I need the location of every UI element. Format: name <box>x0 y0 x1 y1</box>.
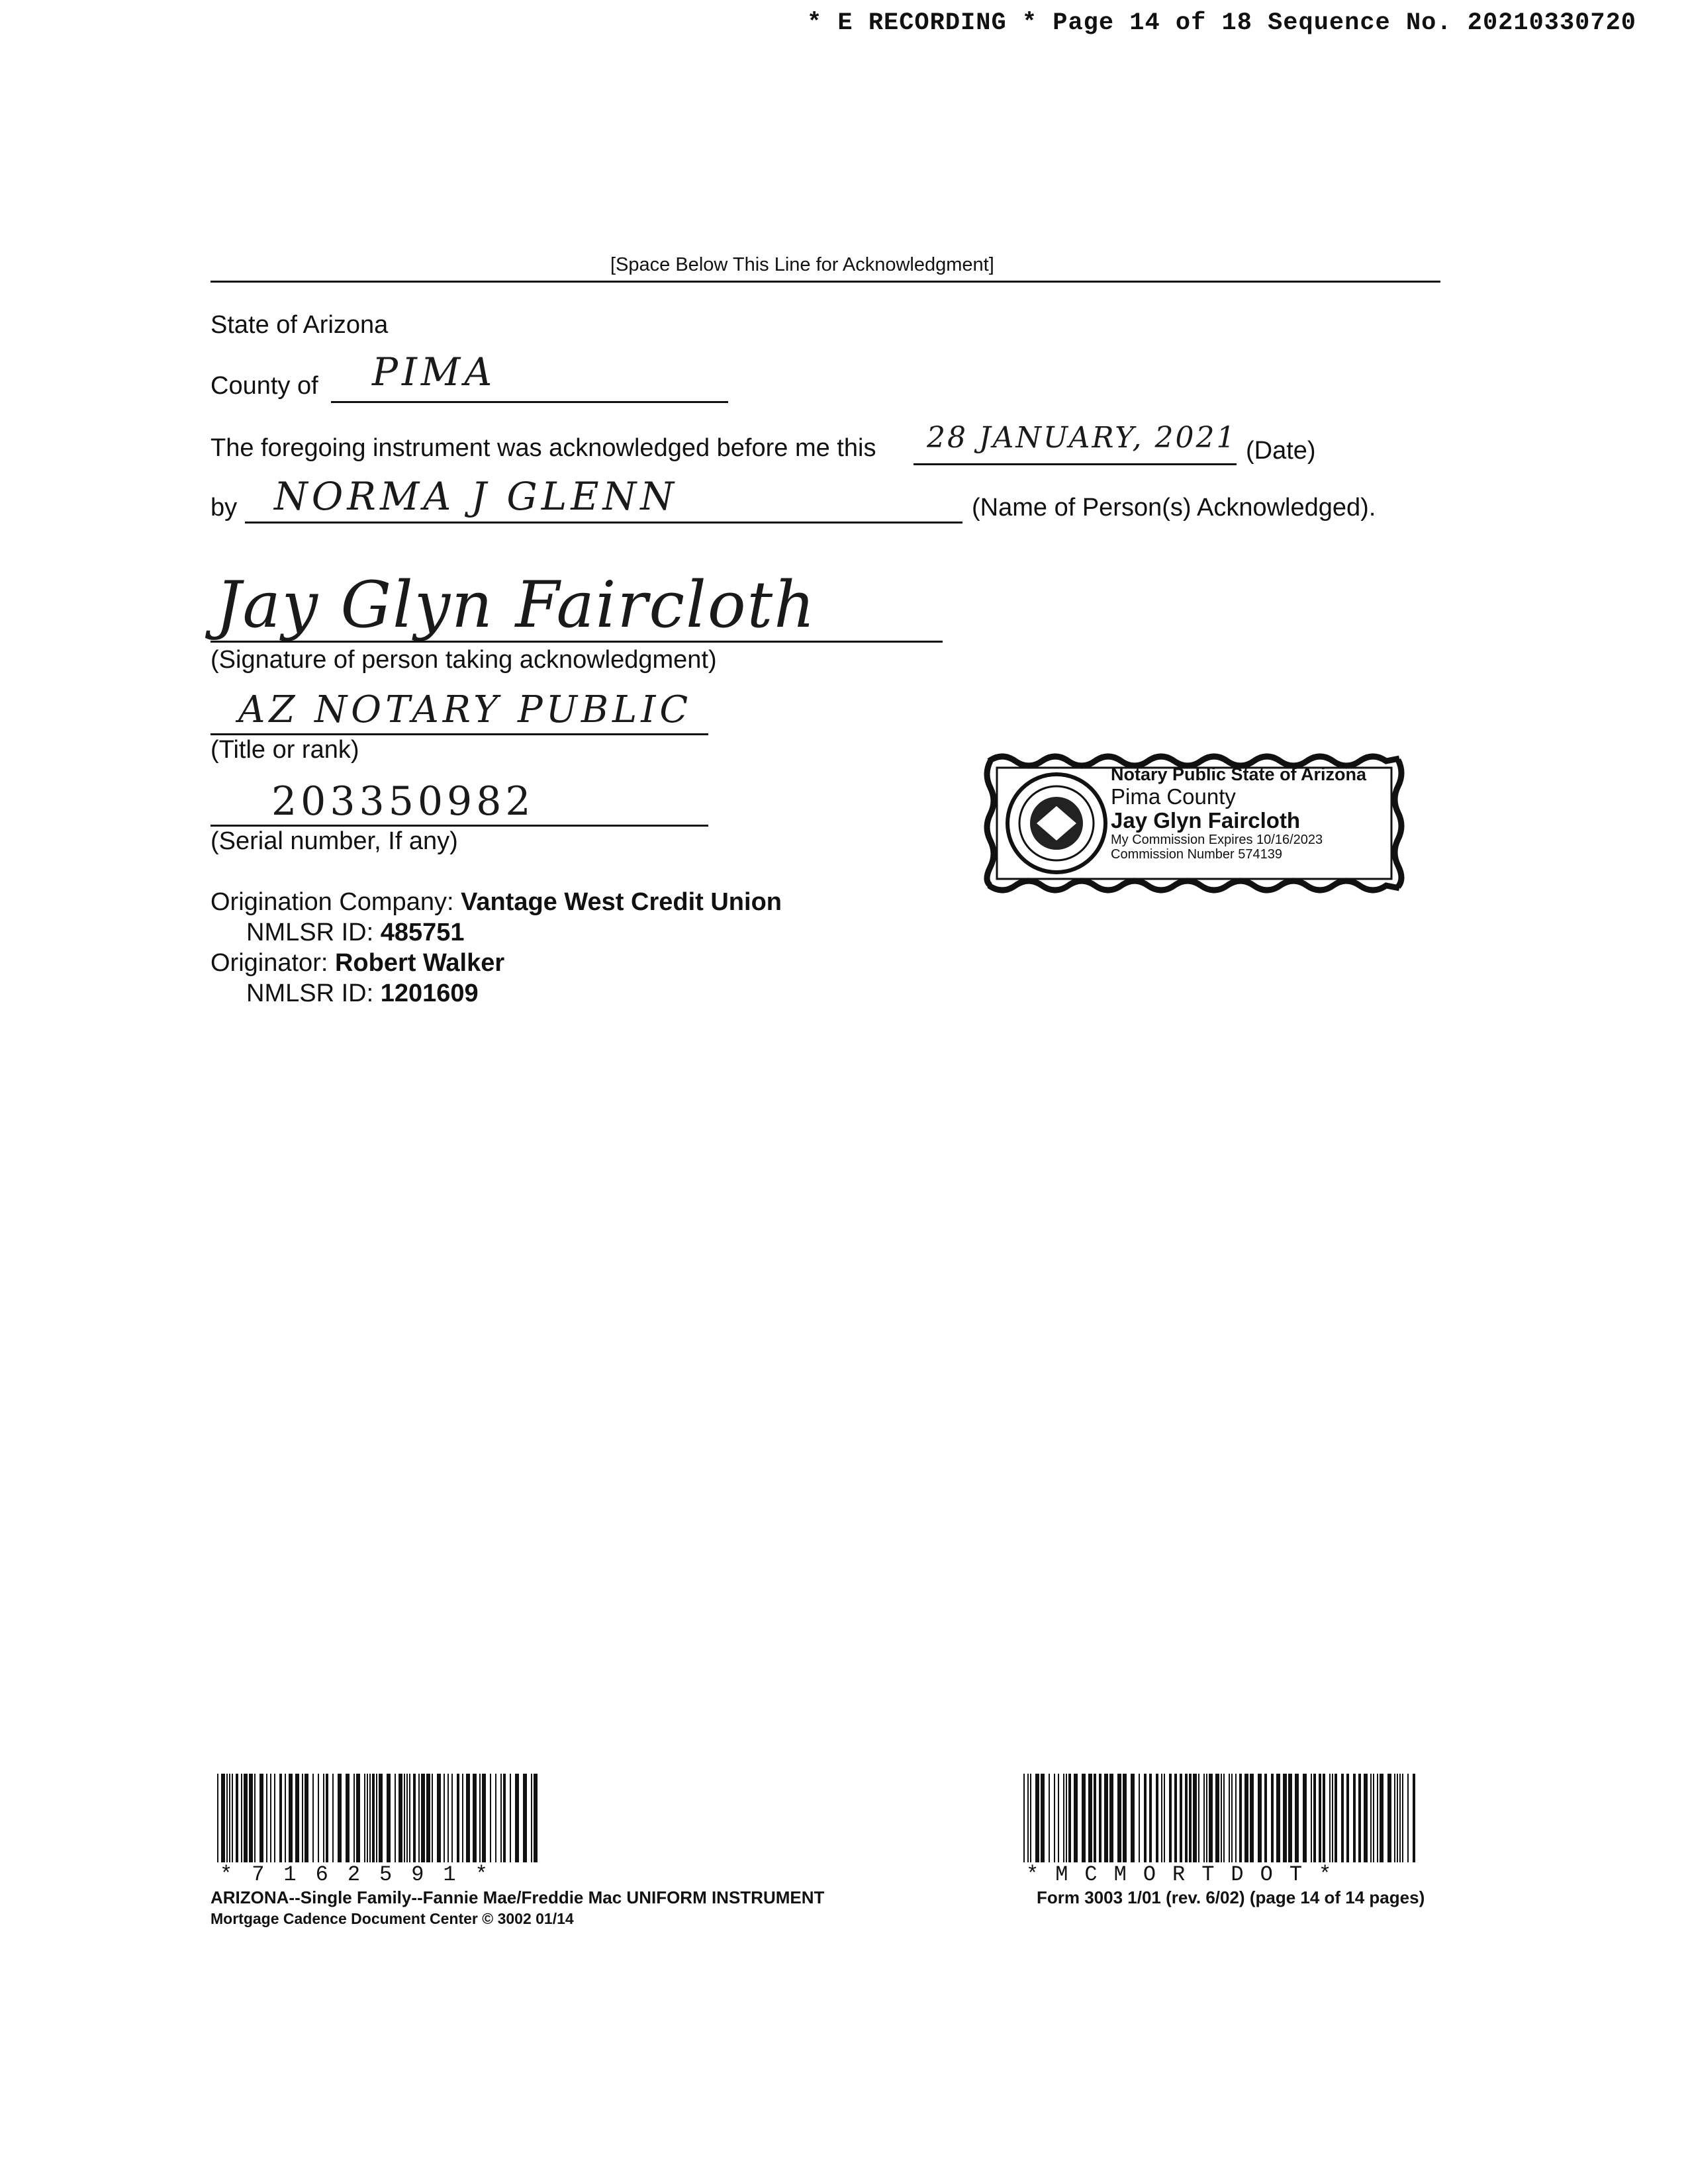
county-label: County of <box>211 372 318 400</box>
barcode-bar <box>1206 1774 1207 1862</box>
barcode-bar <box>1231 1774 1233 1862</box>
barcode-bar <box>1244 1774 1248 1862</box>
barcode-bar <box>462 1774 463 1862</box>
barcode-bar <box>1035 1774 1039 1862</box>
barcode-bar <box>1311 1774 1312 1862</box>
barcode-bar <box>503 1774 506 1862</box>
barcode-bar <box>1215 1774 1219 1862</box>
barcode-bar <box>356 1774 360 1862</box>
title-caption: (Title or rank) <box>211 736 359 764</box>
barcode-bar <box>406 1774 408 1862</box>
footer-left-line-2: Mortgage Cadence Document Center © 3002 01/14 <box>211 1910 574 1927</box>
barcode-bar <box>1235 1774 1237 1862</box>
barcode-bar <box>302 1774 303 1862</box>
barcode-bar <box>318 1774 319 1862</box>
stamp-line-5: Commission Number 574139 <box>1111 847 1283 862</box>
title-rule <box>211 733 708 735</box>
barcode-bar <box>1264 1774 1267 1862</box>
barcode-bar <box>437 1774 441 1862</box>
barcode-bar <box>473 1774 477 1862</box>
barcode-bar <box>353 1774 355 1862</box>
barcode-bar <box>1271 1774 1274 1862</box>
barcode-bar <box>372 1774 375 1862</box>
barcode-bar <box>1063 1774 1064 1862</box>
barcode-bar <box>1049 1774 1050 1862</box>
barcode-bar <box>244 1774 248 1862</box>
barcode-bar <box>1117 1774 1121 1862</box>
barcode-bar <box>399 1774 402 1862</box>
originator-value: Robert Walker <box>334 949 505 977</box>
barcode-bar <box>1123 1774 1127 1862</box>
barcode-bar <box>1295 1774 1299 1862</box>
barcode-bar <box>421 1774 425 1862</box>
barcode-bar <box>510 1774 511 1862</box>
barcode-bar <box>1250 1774 1254 1862</box>
person-rule <box>245 522 962 523</box>
barcode-bar <box>409 1774 410 1862</box>
serial-caption: (Serial number, If any) <box>211 827 458 855</box>
barcode-bar <box>338 1774 342 1862</box>
barcode-bar <box>1283 1774 1287 1862</box>
date-rule <box>914 463 1237 465</box>
barcode-bar <box>1223 1774 1225 1862</box>
barcode-bar <box>1027 1774 1029 1862</box>
acknowledgment-separator-label: [Space Below This Line for Acknowledgment] <box>610 254 994 275</box>
right-barcode-text: *MCMORTDOT* <box>1026 1862 1348 1887</box>
barcode-bar <box>1323 1774 1325 1862</box>
barcode-bar <box>1387 1774 1391 1862</box>
barcode-bar <box>367 1774 368 1862</box>
barcode-bar <box>305 1774 308 1862</box>
barcode-bar <box>1346 1774 1349 1862</box>
signature-caption: (Signature of person taking acknowledgment) <box>211 646 717 674</box>
barcode-bar <box>236 1774 238 1862</box>
barcode-bar <box>1104 1774 1108 1862</box>
barcode-bar <box>376 1774 377 1862</box>
barcode-bar <box>364 1774 365 1862</box>
barcode-bar <box>1185 1774 1188 1862</box>
barcode-bar <box>259 1774 263 1862</box>
barcode-bar <box>226 1774 228 1862</box>
barcode-bar <box>369 1774 371 1862</box>
person-handwritten: NORMA J GLENN <box>274 474 679 519</box>
originator-nmlsr <box>246 979 479 1008</box>
barcode-bar <box>295 1774 299 1862</box>
left-barcode <box>217 1774 539 1862</box>
barcode-bar <box>323 1774 324 1862</box>
barcode-bar <box>217 1774 218 1862</box>
footer-right-line-1: Form 3003 1/01 (rev. 6/02) (page 14 of 14 pages) <box>1037 1888 1425 1907</box>
originator-nmlsr-value: 1201609 <box>380 979 479 1007</box>
barcode-bar <box>1074 1774 1078 1862</box>
state-line: State of Arizona <box>211 311 389 339</box>
barcode-bar <box>1023 1774 1025 1862</box>
barcode-bar <box>534 1774 538 1862</box>
barcode-bar <box>1332 1774 1333 1862</box>
barcode-bar <box>1377 1774 1378 1862</box>
notary-signature: Jay Glyn Faircloth <box>216 568 817 642</box>
stamp-line-2: Pima County <box>1111 784 1236 809</box>
acknowledged-prefix: The foregoing instrument was acknowledged before me this <box>211 434 876 462</box>
barcode-bar <box>466 1774 470 1862</box>
barcode-bar <box>1180 1774 1182 1862</box>
barcode-bar <box>1088 1774 1092 1862</box>
date-suffix: (Date) <box>1246 437 1316 465</box>
barcode-bar <box>1144 1774 1147 1862</box>
barcode-bar <box>229 1774 230 1862</box>
barcode-bar <box>1288 1774 1292 1862</box>
stamp-line-4: My Commission Expires 10/16/2023 <box>1111 833 1323 848</box>
barcode-bar <box>457 1774 459 1862</box>
barcode-bar <box>1169 1774 1172 1862</box>
barcode-bar <box>289 1774 293 1862</box>
barcode-bar <box>221 1774 225 1862</box>
right-barcode <box>1023 1774 1417 1862</box>
barcode-bar <box>1413 1774 1415 1862</box>
signature-rule <box>211 641 943 643</box>
barcode-bar <box>1319 1774 1321 1862</box>
barcode-bar <box>1156 1774 1158 1862</box>
barcode-bar <box>1030 1774 1031 1862</box>
barcode-bar <box>451 1774 453 1862</box>
barcode-bar <box>1058 1774 1059 1862</box>
barcode-bar <box>1041 1774 1045 1862</box>
barcode-bar <box>1407 1774 1409 1862</box>
barcode-bar <box>285 1774 286 1862</box>
barcode-bar <box>1353 1774 1356 1862</box>
barcode-bar <box>413 1774 416 1862</box>
barcode-bar <box>490 1774 491 1862</box>
barcode-bar <box>1341 1774 1344 1862</box>
notary-stamp-text <box>1111 765 1366 862</box>
serial-rule <box>211 825 708 827</box>
barcode-bar <box>1193 1774 1197 1862</box>
barcode-bar <box>1303 1774 1307 1862</box>
barcode-bar <box>1394 1774 1395 1862</box>
barcode-bar <box>1094 1774 1096 1862</box>
origination-company-label: Origination Company: <box>211 888 454 916</box>
barcode-bar <box>274 1774 275 1862</box>
barcode-bar <box>523 1774 527 1862</box>
barcode-bar <box>1402 1774 1403 1862</box>
barcode-bar <box>418 1774 420 1862</box>
barcode-bar <box>1313 1774 1316 1862</box>
barcode-bar <box>1221 1774 1222 1862</box>
barcode-bar <box>1099 1774 1102 1862</box>
barcode-bar <box>254 1774 256 1862</box>
barcode-bar <box>479 1774 481 1862</box>
barcode-bar <box>1174 1774 1177 1862</box>
barcode-bar <box>1209 1774 1213 1862</box>
barcode-bar <box>1380 1774 1383 1862</box>
footer-left-line-1: ARIZONA--Single Family--Fannie Mae/Freddie Mac UNIFORM INSTRUMENT <box>211 1888 825 1907</box>
barcode-bar <box>279 1774 282 1862</box>
barcode-bar <box>444 1774 445 1862</box>
company-nmlsr-label: NMLSR ID: <box>246 919 374 946</box>
barcode-bar <box>531 1774 532 1862</box>
origination-company-value: Vantage West Credit Union <box>461 888 782 916</box>
barcode-bar <box>1239 1774 1242 1862</box>
title-handwritten: AZ NOTARY PUBLIC <box>238 688 692 731</box>
origination-company-nmlsr <box>246 919 465 947</box>
barcode-bar <box>1370 1774 1372 1862</box>
barcode-bar <box>404 1774 405 1862</box>
acknowledgment-separator-line <box>211 281 1440 283</box>
barcode-bar <box>432 1774 433 1862</box>
barcode-bar <box>387 1774 391 1862</box>
barcode-bar <box>1066 1774 1067 1862</box>
barcode-bar <box>1329 1774 1331 1862</box>
company-nmlsr-value: 485751 <box>380 919 465 946</box>
barcode-bar <box>241 1774 242 1862</box>
barcode-bar <box>1335 1774 1337 1862</box>
barcode-bar <box>1258 1774 1262 1862</box>
barcode-bar <box>1189 1774 1192 1862</box>
barcode-bar <box>1373 1774 1374 1862</box>
barcode-bar <box>326 1774 328 1862</box>
serial-handwritten: 203350982 <box>271 778 535 825</box>
by-label: by <box>211 494 238 522</box>
county-handwritten: PIMA <box>372 349 496 394</box>
originator-nmlsr-label: NMLSR ID: <box>246 979 374 1007</box>
barcode-bar <box>1364 1774 1368 1862</box>
barcode-bar <box>1149 1774 1152 1862</box>
barcode-bar <box>482 1774 486 1862</box>
barcode-bar <box>1276 1774 1280 1862</box>
barcode-bar <box>1203 1774 1205 1862</box>
barcode-bar <box>270 1774 271 1862</box>
person-suffix: (Name of Person(s) Acknowledged). <box>972 494 1376 522</box>
barcode-bar <box>515 1774 519 1862</box>
barcode-bar <box>266 1774 267 1862</box>
barcode-bar <box>1068 1774 1071 1862</box>
barcode-bar <box>1161 1774 1162 1862</box>
stamp-line-1: Notary Public State of Arizona <box>1111 764 1367 784</box>
barcode-bar <box>426 1774 430 1862</box>
barcode-bar <box>332 1774 334 1862</box>
barcode-bar <box>1399 1774 1401 1862</box>
barcode-bar <box>249 1774 253 1862</box>
recording-header: * E RECORDING * Page 14 of 18 Sequence No. 20210330720 <box>807 9 1636 37</box>
left-barcode-text: *7162591* <box>220 1862 507 1887</box>
barcode-bar <box>1054 1774 1055 1862</box>
barcode-bar <box>395 1774 396 1862</box>
barcode-bar <box>1164 1774 1165 1862</box>
barcode-bar <box>1198 1774 1199 1862</box>
barcode-bar <box>379 1774 383 1862</box>
barcode-bar <box>500 1774 502 1862</box>
barcode-bar <box>495 1774 496 1862</box>
barcode-bar <box>1082 1774 1086 1862</box>
barcode-bar <box>346 1774 350 1862</box>
barcode-bar <box>1397 1774 1398 1862</box>
barcode-bar <box>1139 1774 1140 1862</box>
barcode-bar <box>1358 1774 1361 1862</box>
barcode-bar <box>1109 1774 1113 1862</box>
county-rule <box>331 401 728 403</box>
origination-company <box>211 888 782 917</box>
barcode-bar <box>1229 1774 1230 1862</box>
barcode-bar <box>1131 1774 1135 1862</box>
barcode-bar <box>447 1774 449 1862</box>
stamp-line-3: Jay Glyn Faircloth <box>1111 807 1301 833</box>
barcode-bar <box>232 1774 233 1862</box>
barcode-bar <box>312 1774 314 1862</box>
date-handwritten: 28 JANUARY, 2021 <box>927 421 1237 455</box>
originator <box>211 949 504 978</box>
originator-label: Originator: <box>211 949 328 977</box>
